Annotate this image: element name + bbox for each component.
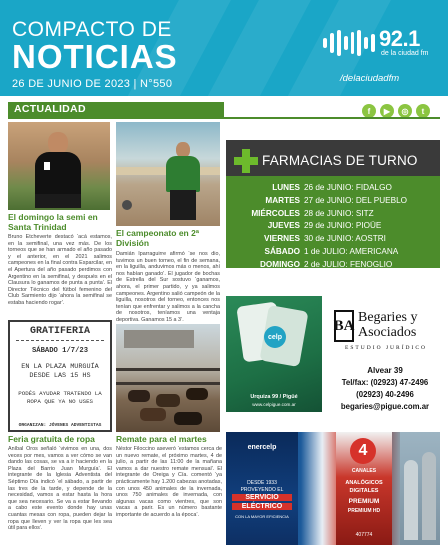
pharmacy-day: JUEVES	[267, 221, 300, 231]
article-2-title: El campeonato en 2ª División	[116, 228, 199, 248]
header-title-small: COMPACTO DE	[12, 18, 172, 41]
enercelp-since: DESDE 1933	[247, 480, 277, 486]
canal4-line2: ANALÓGICOS	[345, 480, 383, 486]
pharmacy-day: MARTES	[265, 195, 300, 205]
pharmacy-entry: 1 de JULIO: AMERICANA	[304, 246, 399, 256]
pharmacy-row	[226, 220, 440, 233]
instagram-icon[interactable]: ◎	[398, 104, 412, 118]
ad-enercelp[interactable]	[226, 432, 298, 545]
photo-soccer-player	[8, 122, 110, 210]
enercelp-brand: enercelp	[247, 444, 277, 451]
enercelp-line1: PROVEYENDO EL	[240, 487, 284, 493]
celp-address: Urquiza 99 / Pigüé	[250, 394, 298, 400]
canal4-line3: DIGITALES	[349, 488, 379, 494]
article-3-title: Feria gratuita de ropa	[8, 434, 95, 444]
celp-brand-logo: celp	[264, 326, 286, 348]
pharmacy-entry: 30 de JUNIO: AOSTRI	[304, 234, 386, 244]
article-4-title: Remate para el martes	[116, 434, 207, 444]
photo-cattle-auction	[116, 324, 220, 432]
social-icons	[362, 104, 430, 118]
twitter-icon[interactable]: t	[416, 104, 430, 118]
enercelp-line4: CON LA MAYOR EFICIENCIA	[235, 514, 289, 519]
pharmacy-entry: 27 de JUNIO: DEL PUEBLO	[304, 195, 407, 205]
pharmacy-row	[226, 195, 440, 208]
flyer-organizer: ORGANIZAN: JÓVENES ADVENTISTAS	[18, 423, 102, 428]
radio-logo	[323, 26, 433, 62]
logo-number: 92.1	[379, 26, 420, 51]
pharmacy-row	[226, 259, 440, 272]
celp-site: www.celpigue.com.ar	[252, 402, 296, 407]
article-4-body: Néstor Filoccino aseveró ‘estamos cerca de un nuevo remate, el próximo martes, 4 de julio, a partir de las 11:00 de la mañana vamos a dar nuestro remate mensual’. El integrante de Oreiga y Cía. comentó ‘ya prácticamente hay 1.200 cabezas anotadas, con unos 450 animales de la invernada, unos 750 animales de invernada, con algunas vacas como vientres, que son vacas a parir. Es un número bastante importante de acuerdo a la época’.	[116, 446, 222, 518]
canal4-phone: 407774	[355, 532, 373, 538]
begaries-address: Alvear 39	[367, 366, 403, 375]
canal4-line5: PREMIUM HD	[347, 508, 381, 514]
flyer-place: EN LA PLAZA MURGUÍA DESDE LAS 15 HS	[21, 363, 99, 380]
article-1-body: Bruno Etcheverte destacó ‘acá estamos, en la semifinal, una vez más. De los torneos que se han armado el año pasado y el anterior, en el 2021 salimos campeones en la final contra Esparcilar, en el Apertura del año pasado perdimos con Argentino en la semifinal, y después en el Clausura lo ganamos de punta a punta’. El Director Técnico del fútbol femenino del Club Sarmiento dijo ‘ahora la semifinal se estaba haciendo rogar’.	[8, 234, 112, 306]
enercelp-line3: ELÉCTRICO	[232, 503, 292, 510]
flyer-title: GRATIFERIA	[16, 326, 104, 341]
youtube-icon[interactable]: ▶	[380, 104, 394, 118]
canal4-line4: PREMIUM	[348, 498, 380, 505]
pharmacy-title: FARMACIAS DE TURNO	[262, 153, 418, 168]
logo-subtitle: de la ciudad fm	[381, 50, 429, 57]
begaries-subtitle: ESTUDIO JURÍDICO	[345, 345, 427, 351]
ad-canal4[interactable]	[336, 432, 392, 545]
canal4-logo: 4	[350, 438, 376, 464]
pharmacy-day: LUNES	[272, 183, 300, 192]
begaries-initials: BA	[334, 310, 354, 342]
header-site[interactable]: /delaciudadfm	[340, 73, 400, 84]
header-title-big: NOTICIAS	[12, 38, 178, 75]
header-date: 26 DE JUNIO DE 2023 | N°550	[12, 78, 173, 90]
enercelp-line2: SERVICIO	[232, 494, 292, 501]
section-divider	[8, 117, 440, 119]
pharmacy-entry: 2 de JULIO: FENOGLIO	[304, 259, 393, 269]
pharmacy-schedule	[226, 176, 440, 268]
ad-celp[interactable]	[226, 296, 322, 412]
pharmacy-entry: 26 de JUNIO: FIDALGO	[304, 183, 392, 192]
section-label: ACTUALIDAD	[8, 102, 224, 117]
article-1-title: El domingo la semi en Santa Trinidad	[8, 212, 98, 232]
ad-bottom-strip	[226, 432, 440, 545]
ad-silos-image	[400, 432, 440, 545]
header-banner	[0, 0, 448, 96]
logo-bars-icon	[323, 30, 375, 56]
pharmacy-row	[226, 208, 440, 221]
begaries-phone-1: Tel/fax: (02923) 47-2496	[341, 378, 429, 387]
begaries-name-line1: Begaries y	[358, 310, 418, 325]
pharmacy-cross-icon	[234, 149, 258, 173]
begaries-name-line2: Asociados	[358, 325, 417, 340]
flyer-note: PODÉS AYUDAR TRATENDO LA ROPA QUE YA NO USES	[18, 390, 102, 405]
article-3-body: Aníbal Oros señaló ‘vivimos en una, dos veces por mes, vamos a ver cómo se van dando las cosas, se va a ir haciendo en la Plaza del Barrio Juan Murguía’. El integrante de la Iglesia Adventista del Séptimo Día indicó ‘el sábado, a partir de las tres de la tarde, y depende de la necesidad, vamos a estar hasta la hora que sea necesario. Se va a estar llevando a cabo este evento donde hay unas cuantas mesas con ropa, pueden dejar la ropa que lleven y ver la ropa que les sea útil para ellos’.	[8, 446, 112, 532]
gratiferia-flyer	[8, 320, 112, 432]
pharmacy-entry: 29 de JUNIO: PIOÜE	[304, 221, 382, 231]
pharmacy-day: SÁBADO	[264, 246, 300, 256]
pharmacy-day: DOMINGO	[259, 259, 300, 269]
begaries-phone-2: (02923) 40-2496	[356, 390, 414, 399]
pharmacy-row	[226, 246, 440, 259]
facebook-icon[interactable]: f	[362, 104, 376, 118]
flyer-date: SÁBADO 1/7/23	[31, 347, 89, 355]
begaries-email: begaries@pigue.com.ar	[340, 402, 430, 411]
pharmacy-row	[226, 233, 440, 246]
ad-begaries[interactable]	[330, 296, 440, 412]
pharmacy-day: VIERNES	[264, 234, 300, 244]
pharmacy-row	[226, 182, 440, 195]
pharmacy-day: MIÉRCOLES	[251, 208, 300, 218]
canal4-line1: CANALES	[351, 468, 377, 474]
pharmacy-entry: 28 de JUNIO: SITZ	[304, 208, 374, 218]
article-2-body: Damián Iparraguirre afirmó ‘se nos dio, tuvimos un buen torneo, el fin de semana, en la liguilla, anduvimos más o menos, ahí nos habían ganado’. El jugador de bochas de Estrella del Sur sostuvo ‘ganamos, ahora, el primer partido, y ya salimos campeones. Argentino salió campeón de la liguilla, nosotros del torneo, entonces nos tenían que enfrentar y salimos a la cancha de nosotros, teníamos una ventaja deportiva. Ganamos 15 a 3’.	[116, 251, 220, 323]
photo-bochas-player	[116, 122, 220, 226]
